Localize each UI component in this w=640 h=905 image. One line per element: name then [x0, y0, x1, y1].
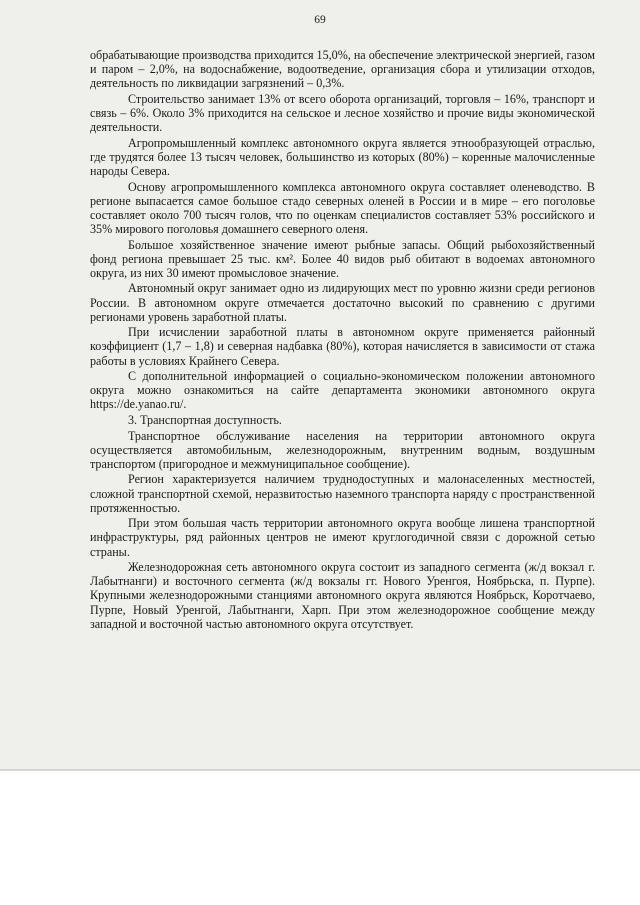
paragraph-1: обрабатывающие производства приходится 15,0%, на обеспечение электрической энергией, газом и паром – 2,0%, на водоснабжение, водоотведение, организация сбора и утилизации отходов, деятельность по ликвидации загрязнений – 0,3%. [90, 48, 595, 91]
paragraph-5: Большое хозяйственное значение имеют рыбные запасы. Общий рыбохозяйственный фонд региона превышает 25 тыс. км². Более 40 видов рыб обитают в водоемах автономного округа, из них 30 имеют промысловое значение. [90, 237, 595, 280]
paragraph-6: Автономный округ занимает одно из лидирующих мест по уровню жизни среди регионов России. В автономном округе отмечается достаточно высокий по сравнению с другими регионами уровень заработной платы. [90, 281, 595, 324]
section-heading: 3. Транспортная доступность. [128, 413, 282, 428]
paragraph-2: Строительство занимает 13% от всего оборота организаций, торговля – 16%, транспорт и связь – 6%. Около 3% приходится на сельское и лесное хозяйство и прочие виды экономической деятельности. [90, 91, 595, 135]
paragraph-7: При исчислении заработной платы в автономном округе применяется районный коэффициент (1,7 – 1,8) и северная надбавка (80%), которая начисляется в зависимости от стажа работы в условиях Крайнего Севера. [90, 325, 595, 368]
paragraph-9: Транспортное обслуживание населения на территории автономного округа осуществляется автомобильным, железнодорожным, внутренним водным, воздушным транспортом (пригородное и межмуниципальное сообщение). [90, 428, 595, 471]
paragraph-11: При этом большая часть территории автономного округа вообще лишена транспортной инфраструктуры, ряд районных центров не имеют круглогодичной связи с дорожной сетью страны. [90, 516, 595, 559]
scan-edge-divider [0, 769, 640, 771]
document-body [90, 48, 595, 632]
paragraph-10: Регион характеризуется наличием труднодоступных и малонаселенных местностей, сложной транспортной схемой, неразвитостью наземного транспорта наряду с пространственной протяженностью. [90, 472, 595, 515]
paragraph-4: Основу агропромышленного комплекса автономного округа составляет оленеводство. В регионе выпасается самое большое стадо северных оленей в России и в мире – его поголовье составляет около 700 тысяч голов, что по оценкам специалистов составляет 53% российского и 35% мирового поголовья домашнего северного оленя. [90, 179, 595, 237]
page-number: 69 [314, 14, 326, 26]
paragraph-3: Агропромышленный комплекс автономного округа является этнообразующей отраслью, где трудятся более 13 тысяч человек, большинство из которых (80%) – коренные малочисленные народы Севера. [90, 135, 595, 179]
paragraph-12: Железнодорожная сеть автономного округа состоит из западного сегмента (ж/д вокзал г. Лабытнанги) и восточного сегмента (ж/д вокзалы гг. Нового Уренгоя, Ноябрьска, п. Пурпе). Крупными железнодорожными станциями автономного округа являются Ноябрьск, Коротчаево, Пурпе, Новый Уренгой, Лабытнанги, Харп. При этом железнодорожное сообщение между западной и восточной частью автономного округа отсутствует. [90, 560, 595, 631]
paragraph-8: С дополнительной информацией о социально-экономическом положении автономного округа можно ознакомиться на сайте департамента экономики автономного округа https://de.yanao.ru/. [90, 369, 595, 412]
